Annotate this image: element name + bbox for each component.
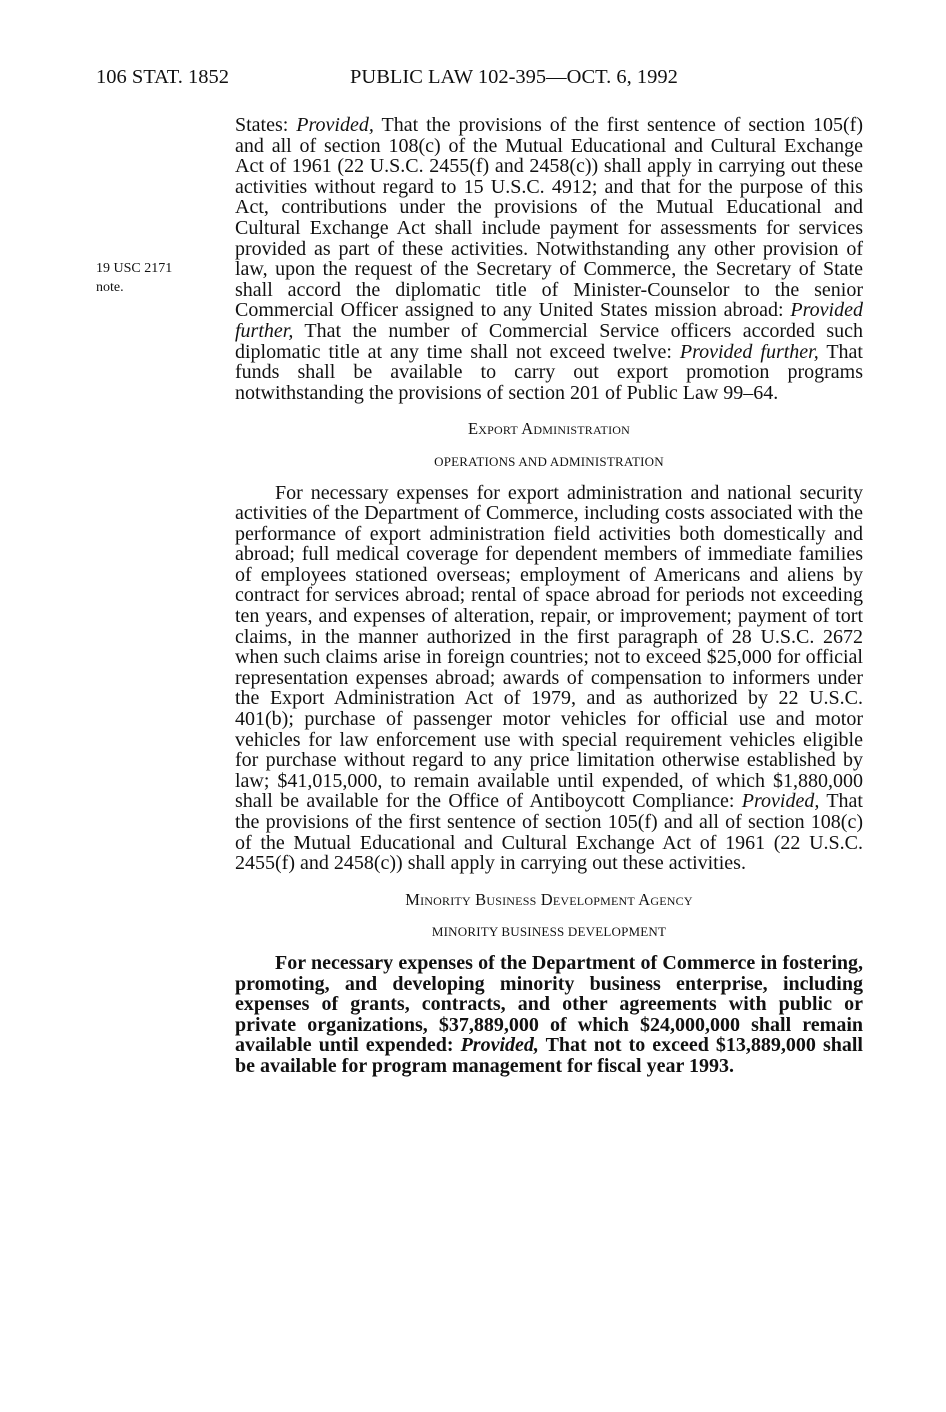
paragraph-export-administration: For necessary expenses for export administration and national security activities of the Department of Commerce, including costs associated with the performance of export administration field activities both domestically and abroad; full medical coverage for dependent members of immediate families of employees stationed overseas; employment of Americans and aliens by contract for services abroad; rental of space abroad for periods not exceeding ten years, and expenses of alteration, repair, or improvement; payment of tort claims, in the manner authorized in the first paragraph of 28 U.S.C. 2672 when such claims arise in foreign countries; not to exceed $25,000 for official representation expenses abroad; awards of compensation to informers under the Export Administration Act of 1979, and as authorized by 22 U.S.C. 401(b); purchase of passenger motor vehicles for official use and motor vehicles for law enforcement use with special requirement vehicles eligible for purchase without regard to any price limitation otherwise established by law; $41,015,000, to remain available until expended, of which $1,880,000 shall be available for the Office of Antiboycott Compliance: Provided, That the provisions of the first sentence of section 105(f) and all of section 108(c) of the Mutual Educational and Cultural Exchange Act of 1961 (22 U.S.C. 2455(f) and 2458(c)) shall apply in carrying out these activities.: [235, 481, 863, 875]
subheading-operations-administration: OPERATIONS AND ADMINISTRATION: [434, 453, 664, 469]
subheading-minority-business-development: MINORITY BUSINESS DEVELOPMENT: [431, 924, 667, 940]
public-law-title: PUBLIC LAW 102-395—OCT. 6, 1992: [350, 66, 678, 88]
paragraph-minority-business: For necessary expenses of the Department of Commerce in fostering, promoting, and developing minority business enterprise, including expenses of grants, contracts, and other agreements with public or private organizations, $37,889,000 of which $24,000,000 shall remain available until expended: Provided, That not to exceed $13,889,000 shall be available for program management for fiscal year 1993.: [235, 951, 863, 1077]
paragraph-commercial-service: States: Provided, That the provisions of the first sentence of section 105(f) and all of section 108(c) of the Mutual Educational and Cultural Exchange Act of 1961 (22 U.S.C. 2455(f) and 2458(c)) shall apply in carrying out these activities without regard to 15 U.S.C. 4912; and that for the purpose of this Act, contributions under the provisions of the Mutual Educational and Cultural Exchange Act shall include payment for assessments for services provided as part of these activities. Notwithstanding any other provision of law, upon the request of the Secretary of Commerce, the Secretary of State shall accord the diplomatic title of Minister-Counselor to the senior Commercial Officer assigned to any United States mission abroad: Provided further, That the number of Commercial Service officers accorded such diplomatic title at any time shall not exceed twelve: Provided further, That funds shall be available to carry out export promotion programs notwithstanding the provisions of section 201 of Public Law 99–64.: [235, 114, 863, 404]
section-heading-export-administration: Export Administration: [467, 419, 631, 439]
margin-note: [96, 259, 216, 297]
section-heading-minority-business: Minority Business Development Agency: [405, 889, 693, 909]
page-header: [96, 62, 856, 92]
margin-note-citation: 19 USC 2171: [96, 261, 173, 276]
document-body: [235, 115, 863, 1077]
margin-note-label: note.: [96, 280, 124, 295]
stat-page-number: 106 STAT. 1852: [96, 66, 229, 88]
